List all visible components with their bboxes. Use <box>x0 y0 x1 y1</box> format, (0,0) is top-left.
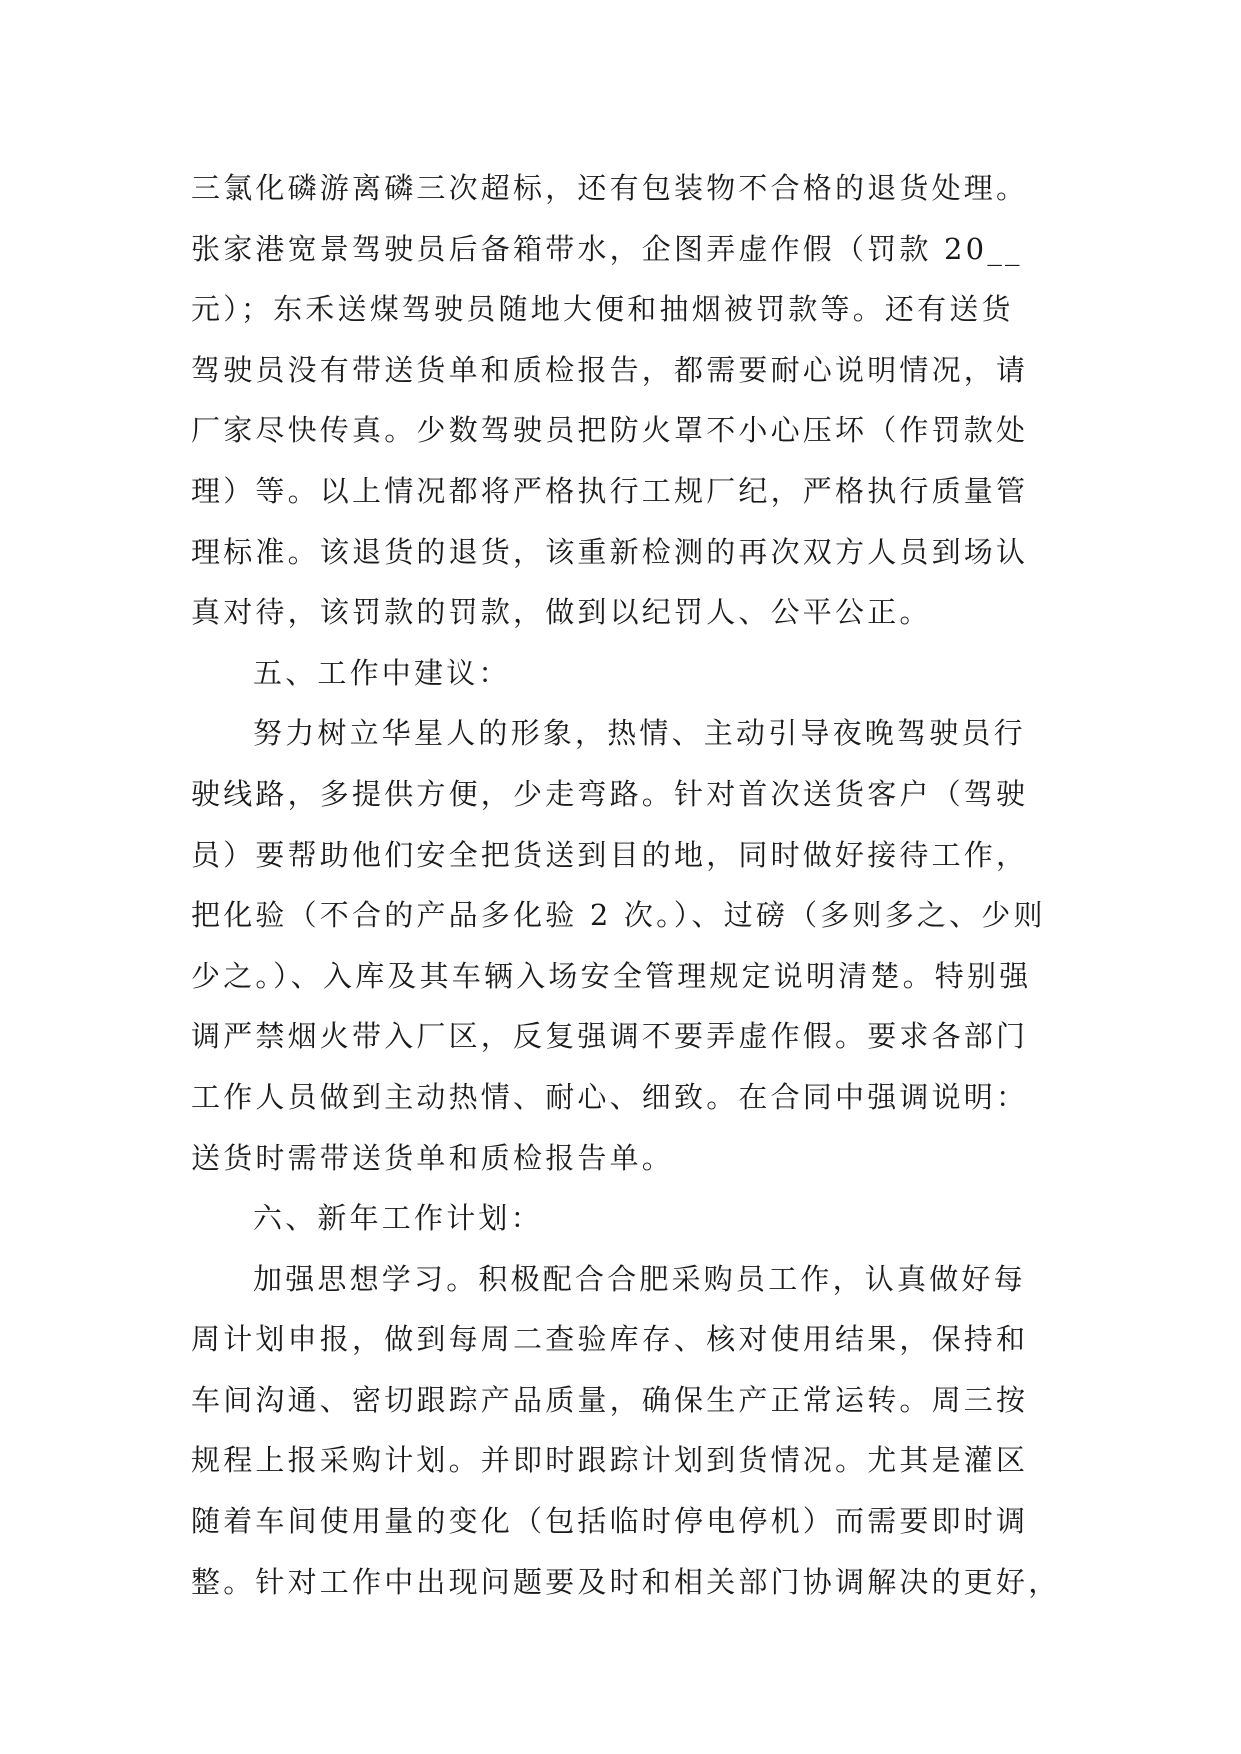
text-line: 厂家尽快传真。少数驾驶员把防火罩不小心压坏（作罚款处 <box>191 413 1029 448</box>
text-line: 少之。）、入库及其车辆入场安全管理规定说明清楚。特别强 <box>191 958 1032 993</box>
text-line: 真对待，该罚款的罚款，做到以纪罚人、公平公正。 <box>191 595 932 630</box>
text-line: 把化验（不合的产品多化验 2 次。）、过磅（多则多之、少则 <box>191 898 1046 933</box>
text-line: 理）等。以上情况都将严格执行工规厂纪，严格执行质量管 <box>191 473 1029 508</box>
text-line: 员）要帮助他们安全把货送到目的地，同时做好接待工作， <box>191 837 1029 872</box>
text-line: 三氯化磷游离磷三次超标，还有包装物不合格的退货处理。 <box>191 171 1029 205</box>
text-line: 送货时需带送货单和质检报告单。 <box>191 1140 675 1175</box>
paragraph-start-line: 努力树立华星人的形象，热情、主动引导夜晚驾驶员行 <box>253 716 1026 751</box>
text-line: 规程上报采购计划。并即时跟踪计划到货情况。尤其是灌区 <box>191 1443 1029 1478</box>
text-line: 驾驶员没有带送货单和质检报告，都需要耐心说明情况，请 <box>191 352 1029 387</box>
text-line: 车间沟通、密切跟踪产品质量，确保生产正常运转。周三按 <box>191 1382 1029 1417</box>
text-line: 周计划申报，做到每周二查验库存、核对使用结果，保持和 <box>191 1322 1029 1357</box>
paragraph-start-line: 加强思想学习。积极配合合肥采购员工作，认真做好每 <box>253 1261 1026 1296</box>
text-line: 元）；东禾送煤驾驶员随地大便和抽烟被罚款等。还有送货 <box>191 292 1014 327</box>
text-line: 整。针对工作中出现问题要及时和相关部门协调解决的更好， <box>191 1564 1061 1599</box>
paragraph-start-line: 五、工作中建议： <box>253 655 511 690</box>
paragraph-start-line: 六、新年工作计划： <box>253 1201 543 1236</box>
text-line: 工作人员做到主动热情、耐心、细致。在合同中强调说明： <box>191 1079 1029 1114</box>
text-line: 张家港宽景驾驶员后备箱带水，企图弄虚作假（罚款 20__ <box>191 231 1023 266</box>
text-line: 驶线路，多提供方便，少走弯路。针对首次送货客户（驾驶 <box>191 776 1029 811</box>
text-line: 调严禁烟火带入厂区，反复强调不要弄虚作假。要求各部门 <box>191 1019 1029 1054</box>
text-line: 理标准。该退货的退货，该重新检测的再次双方人员到场认 <box>191 534 1029 569</box>
text-line: 随着车间使用量的变化（包括临时停电停机）而需要即时调 <box>191 1504 1029 1539</box>
document-body <box>191 158 1071 1612</box>
